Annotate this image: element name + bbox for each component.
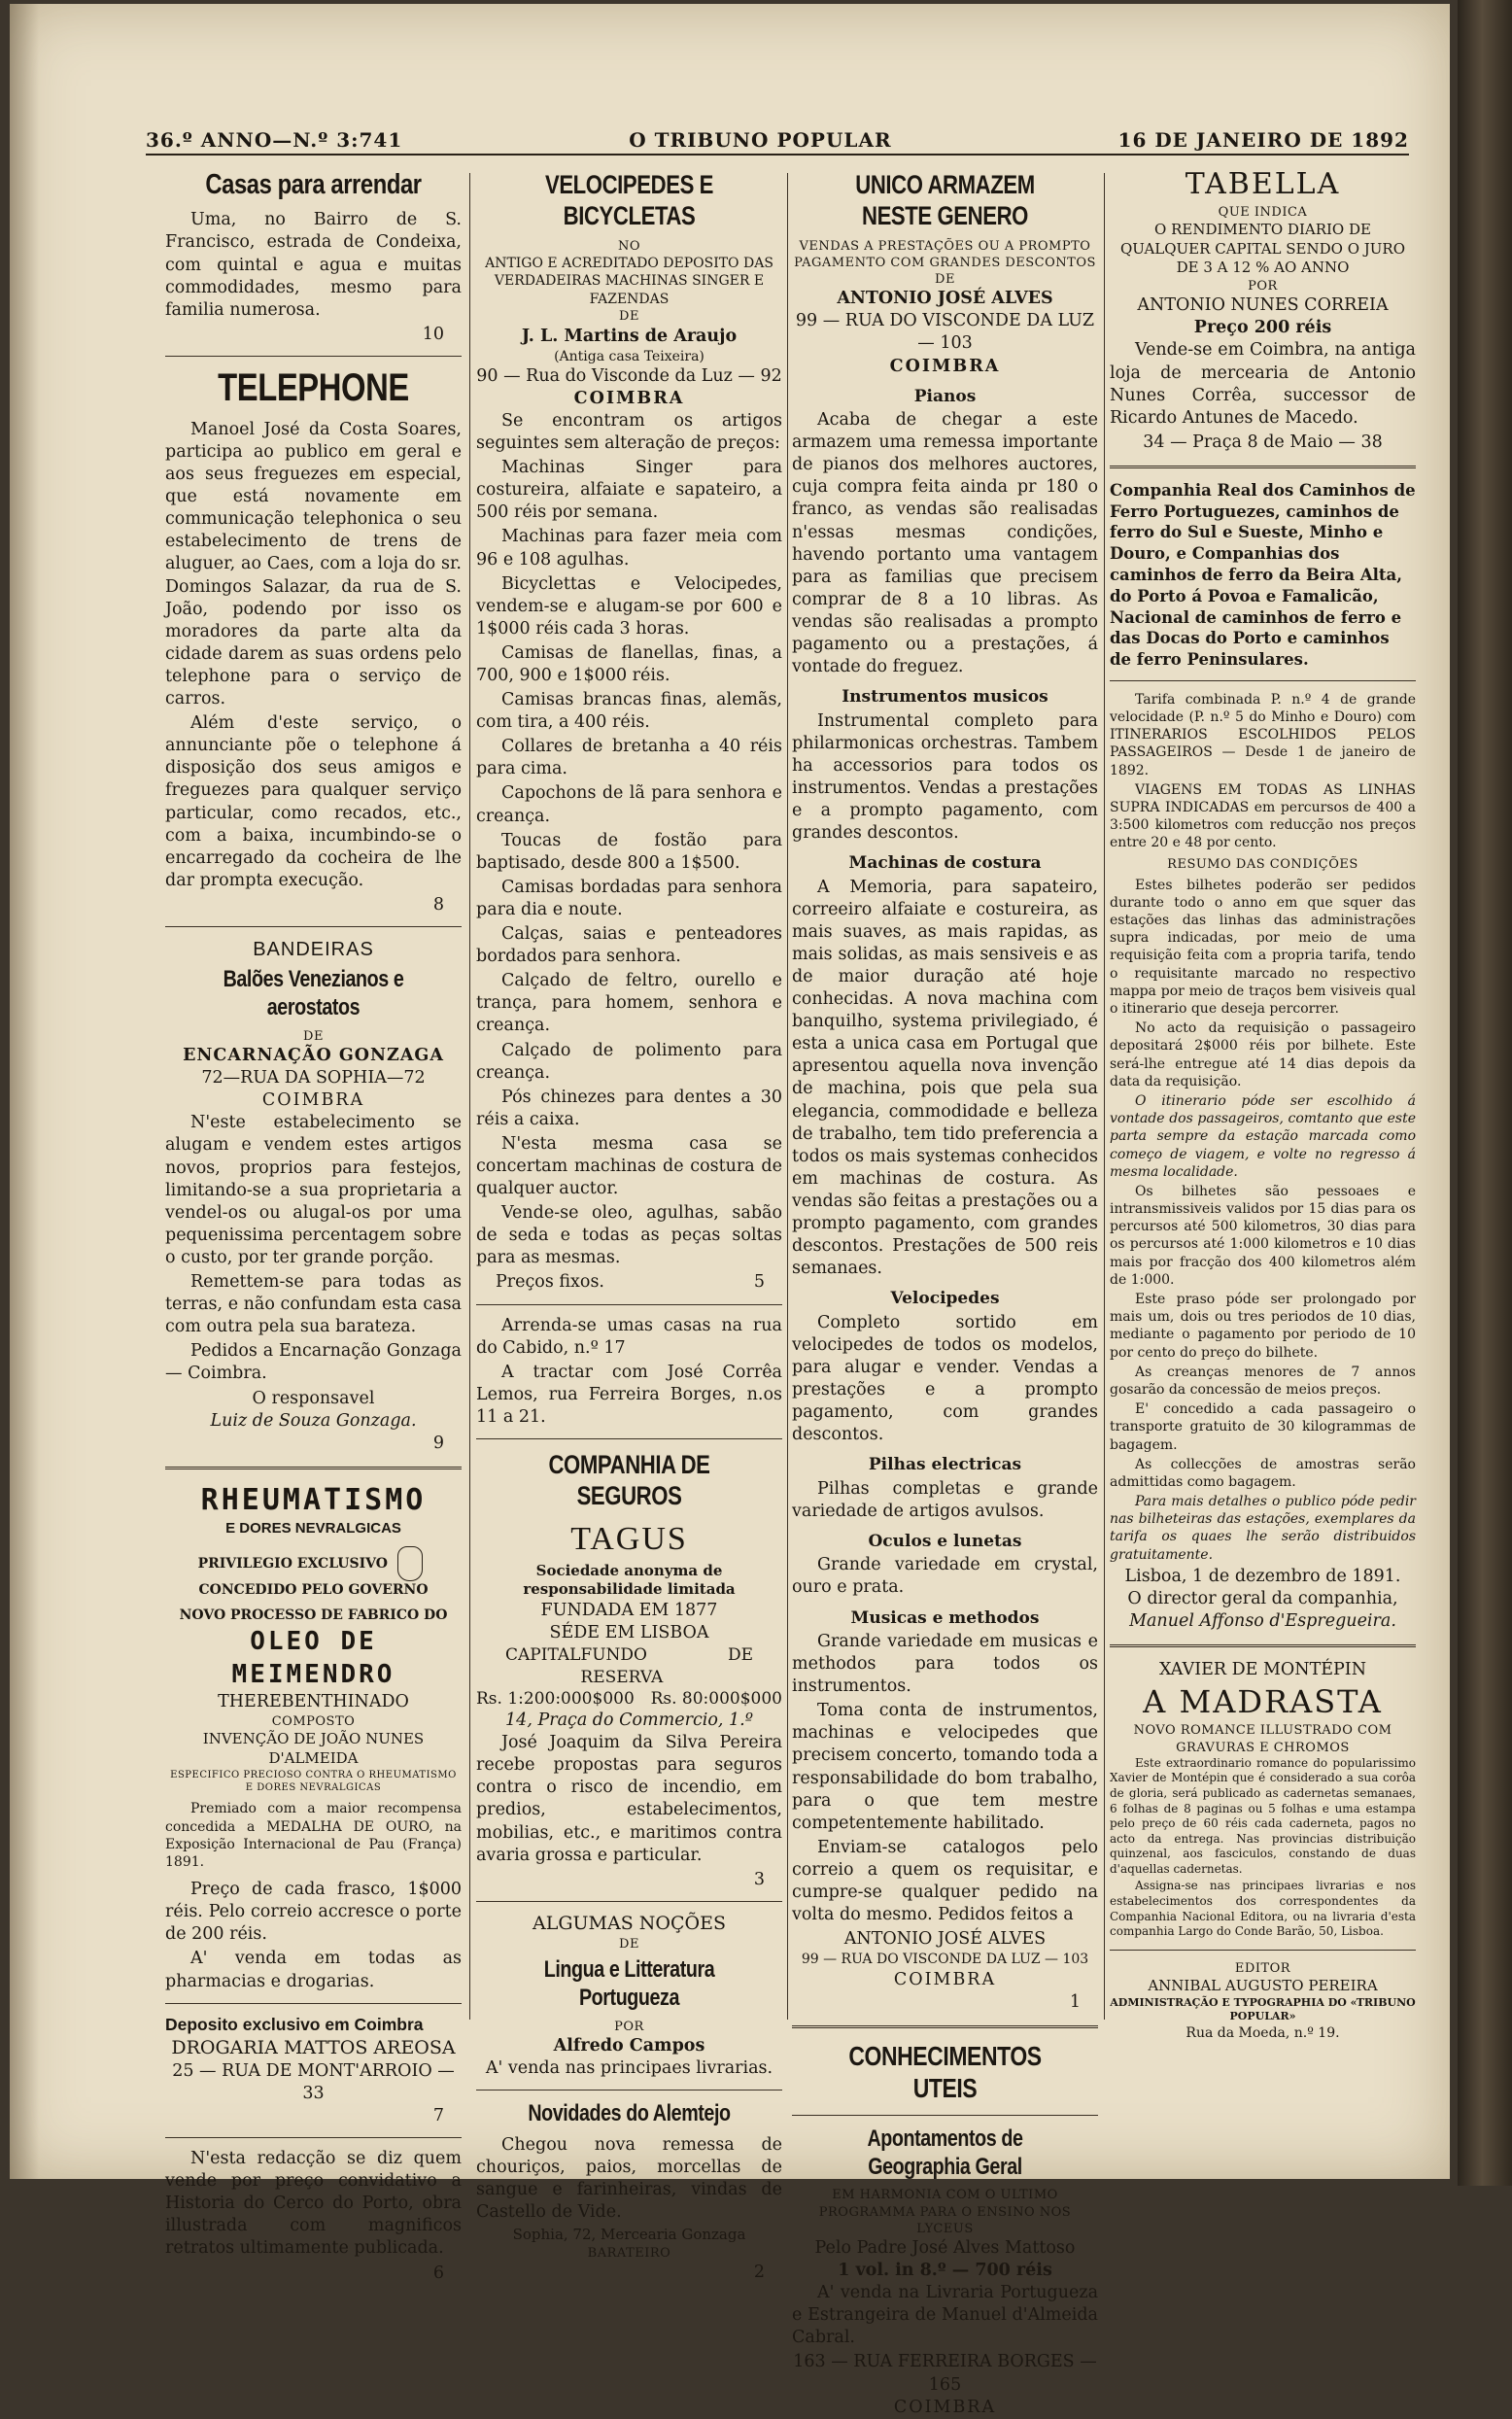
ad-line: DROGARIA MATTOS AREOSA: [171, 2036, 456, 2058]
divider: [476, 2090, 782, 2091]
ad-signature: Manuel Affonso d'Espregueira.: [1129, 1611, 1396, 1631]
ad-city: COIMBRA: [261, 1090, 365, 1111]
ad-line: EM HARMONIA COM O ULTIMO PROGRAMMA PARA O ENSINO NOS LYCEUS: [818, 2188, 1072, 2236]
section-heading: Instrumentos musicos: [842, 687, 1048, 708]
ad-text: Tarifa combinada P. n.º 4 de grande velocidade (P. n.º 5 do Minho e Douro) com ITINERARIOS ESCOLHIDOS PELOS PASSAGEIROS — Desde 1 de janeiro de 1892.: [1110, 691, 1416, 778]
item: Vende-se oleo, agulhas, sabão de seda e todas as peças soltas para as mesmas.: [476, 1203, 782, 1268]
ad-text: Vende-se em Coimbra, na antiga loja de mercearia de Antonio Nunes Corrêa, successor de Ricardo Antunes de Macedo.: [1110, 340, 1416, 428]
ad-name: ANTONIO JOSÉ ALVES: [837, 289, 1053, 309]
ad-title: TABELLA: [1185, 167, 1341, 201]
section-heading: Musicas e methodos: [850, 1607, 1040, 1628]
column-3: [792, 165, 1098, 2419]
ad-city: COIMBRA: [893, 1969, 997, 1989]
ad-city: COIMBRA: [893, 2397, 997, 2417]
ad-city: COIMBRA: [889, 356, 1001, 376]
administration: ADMINISTRAÇÃO E TYPOGRAPHIA DO «TRIBUNO POPULAR»: [1110, 1995, 1416, 2023]
ad-text: Completo sortido em velocipedes de todos os modelos, para alugar e vender. Vendas a prestações e a prompto pagamento, com grandes descontos.: [792, 1312, 1098, 1445]
privilege-left: PRIVILEGIO EXCLUSIVO: [197, 1556, 388, 1572]
divider: [1110, 680, 1416, 681]
ad-number: 8: [432, 894, 444, 915]
item: Calçado de feltro, ourello e trança, para homem, senhora e creança.: [476, 971, 782, 1036]
ad-number: 10: [422, 324, 444, 344]
ad-text: Uma, no Bairro de S. Francisco, estrada de Condeixa, com quintal e agua e muitas commodidades, mesmo para familia numerosa.: [165, 210, 462, 320]
ad-title: Companhia Real dos Caminhos de Ferro Portuguezes, caminhos de ferro do Sul e Sueste, Minho e Douro, e Companhias dos caminhos de ferro da Beira Alta, do Porto á Povoa e Famalicão, Nacional de caminhos de ferro e das Docas do Porto e caminhos de ferro Peninsulares.: [1110, 480, 1416, 670]
ad-title: TELEPHONE: [218, 365, 409, 409]
item: Machinas Singer para costureira, alfaiate e sapateiro, a 500 réis por semana.: [476, 458, 782, 523]
ad-line: THEREBENTHINADO: [218, 1692, 409, 1712]
ad-text: Preço de cada frasco, 1$000 réis. Pelo correio accresce o porte de 200 réis.: [165, 1880, 462, 1945]
ad-title: COMPANHIA DE SEGUROS: [548, 1450, 710, 1511]
ad-line: Deposito exclusivo em Coimbra: [165, 2014, 424, 2034]
condition: As creanças menores de 7 annos gosarão da concessão de meios preços.: [1110, 1364, 1416, 1398]
ad-responsavel: O responsavel: [252, 1388, 375, 1408]
editor-label: EDITOR: [1234, 1960, 1291, 1976]
ad-text: Instrumental completo para philarmonicas orchestras. Tambem ha accessorios para todos os instrumentos. Vendas a prestações e a prompto pagamento, com grandes descontos.: [792, 710, 1098, 844]
item: Calças, saias e penteadores bordados para senhora.: [476, 924, 782, 967]
fund-label: FUNDO DE RESERVA: [580, 1645, 753, 1687]
ad-number: 1: [1069, 1991, 1081, 2012]
ad-line: ESPECIFICO PRECIOSO CONTRA O RHEUMATISMO E DORES NEVRALGICAS: [170, 1770, 457, 1794]
divider: [165, 926, 462, 927]
ad-product: OLEO DE MEIMENDRO: [231, 1626, 395, 1689]
ad-number: 9: [432, 1433, 444, 1453]
ad-line: SÉDE EM LISBOA: [549, 1623, 709, 1643]
capital-value: Rs. 1:200:000$000: [476, 1688, 635, 1709]
privilege-right: CONCEDIDO PELO GOVERNO: [198, 1582, 429, 1599]
ad-name: J. L. Martins de Araujo: [521, 326, 738, 346]
ad-text: Toma conta de instrumentos, machinas e velocipedes que precisem concerto, tomando toda a responsabilidade do bom trabalho, para o que tem mestre competentemente habilitado.: [792, 1701, 1098, 1833]
ad-line: (Antiga casa Teixeira): [554, 348, 704, 364]
ad-text: Premiado com a maior recompensa concedida a MEDALHA DE OURO, na Exposição Internacional de Pau (França) 1891.: [165, 1801, 462, 1870]
ad-text: José Joaquim da Silva Pereira recebe propostas para seguros contra o risco de incendio, em predios, estabelecimentos, mobilias, etc., e maritimos contra avaria grossa e particular.: [476, 1733, 782, 1865]
ad-signature: Luiz de Souza Gonzaga.: [210, 1410, 417, 1431]
ad-footer: [476, 1271, 782, 1294]
capital-labels: [476, 1644, 782, 1687]
ad-city: COIMBRA: [573, 388, 685, 408]
divider: [792, 2115, 1098, 2116]
ad-line: DE: [935, 272, 955, 288]
ad-line: A' venda nas principaes livrarias.: [485, 2057, 773, 2078]
column-2: [476, 165, 782, 2284]
ad-line: Sociedade anonyma de responsabilidade limitada: [523, 1561, 736, 1599]
ad-date: Lisboa, 1 de dezembro de 1891.: [1124, 1566, 1401, 1586]
divider: [476, 1438, 782, 1439]
condition: Este praso póde ser prolongado por mais um, dois ou tres periodos de 10 dias, mediante o pagamento por periodo de 10 por cento do preço do bilhete.: [1110, 1292, 1416, 1361]
ad-subtitle: E DORES NEVRALGICAS: [225, 1520, 401, 1538]
condition: No acto da requisição o passageiro depositará 2$000 réis por bilhete. Este será-lhe entregue até 14 dias depois da data da requisição.: [1110, 1020, 1416, 1089]
ad-text: Manoel José da Costa Soares, participa ao publico em geral e aos seus freguezes em especial, que está novamente em communicação telephonica o seu estabelecimento de trens de aluguer, ao Caes, com a loja do sr. Domingos Salazar, da rua de S. João, podendo por isso os moradores da parte alta da cidade darem as suas ordens pelo telephone para o serviço de carros.: [165, 419, 462, 709]
condition: Estes bilhetes poderão ser pedidos durante todo o anno em que squer das estações das linhas das administrações supra indicadas, por meio de uma requisição feita com a propria tarifa, tendo o requisitante marcado no respectivo mappa por meio de traços bem visiveis qual o itinerario que deseja percorrer.: [1110, 877, 1416, 1017]
ad-line: Preços fixos.: [496, 1272, 604, 1293]
ad-line: NOVO PROCESSO DE FABRICO DO: [179, 1607, 448, 1624]
ad-address: 99 — RUA DO VISCONDE DA LUZ — 103: [795, 311, 1095, 354]
section-heading: Pianos: [913, 386, 977, 406]
item: Bicyclettas e Velocipedes, vendem-se e alugam-se por 600 e 1$000 réis cada 3 horas.: [476, 573, 782, 639]
issue-number: 36.º ANNO—N.º 3:741: [146, 128, 403, 152]
ad-text: Enviam-se catalogos pelo correio a quem os requisitar, e cumpre-se qualquer pedido na volta do mesmo. Pedidos feitos a: [792, 1837, 1098, 1925]
divider: [165, 2003, 462, 2004]
capital-label: CAPITAL: [505, 1645, 581, 1666]
column-rule: [787, 173, 788, 2020]
ad-title: VELOCIPEDES E BICYCLETAS: [544, 170, 714, 231]
ad-title: A MADRASTA: [1143, 1683, 1383, 1721]
divider: [476, 1901, 782, 1902]
column-rule: [1104, 173, 1105, 2020]
ad-line: DE: [619, 309, 639, 325]
ad-address: 34 — Praça 8 de Maio — 38: [1143, 432, 1383, 452]
ad-number: 2: [753, 2263, 765, 2283]
ad-number: 7: [432, 2105, 444, 2125]
ad-text: A' venda em todas as pharmacias e drogarias.: [165, 1949, 462, 1991]
ad-name: ENCARNAÇÃO GONZAGA: [183, 1046, 444, 1066]
ad-de: DE: [303, 1028, 324, 1044]
ad-number: 5: [753, 1272, 765, 1293]
ad-line: POR: [1248, 279, 1278, 294]
item: Camisas de flanellas, finas, a 700, 900 e 1$000 réis.: [476, 642, 782, 685]
ad-title: ALGUMAS NOÇÕES: [533, 1912, 726, 1934]
ad-author: Pelo Padre José Alves Mattoso: [814, 2237, 1076, 2258]
ad-author: ANTONIO NUNES CORREIA: [1137, 295, 1389, 316]
ad-text: Além d'este serviço, o annunciante põe o telephone á disposição dos seus amigos e freguezes para qualquer serviço particular, como recados, etc., com a baixa, incumbindo-se o encarregado da cocheira de lhe dar prompta execução.: [165, 713, 462, 890]
ad-price: 1 vol. in 8.º — 700 réis: [838, 2261, 1052, 2281]
ad-text: Pilhas completas e grande variedade de artigos avulsos.: [792, 1478, 1098, 1521]
fund-value: Rs. 80:000$000: [650, 1688, 782, 1709]
ad-title: Apontamentos de Geographia Geral: [867, 2125, 1023, 2180]
ad-text: Arrenda-se umas casas na rua do Cabido, n.º 17: [476, 1315, 782, 1358]
issue-date: 16 DE JANEIRO DE 1892: [1117, 128, 1409, 152]
item: Camisas brancas finas, alemãs, com tira, a 400 réis.: [476, 690, 782, 733]
ad-subtitle: Balões Venezianos e aerostatos: [223, 966, 404, 1021]
header-rule: [146, 154, 1409, 156]
section-heading: Velocipedes: [890, 1289, 1000, 1309]
section-heading: Pilhas electricas: [868, 1455, 1022, 1475]
ad-subtitle: Lingua e Litteratura Portugueza: [543, 1956, 715, 2011]
page-header: [146, 126, 1409, 154]
condition: E' concedido a cada passageiro o transporte gratuito de 30 kilogrammas de bagagem.: [1110, 1401, 1416, 1453]
ad-line: RESUMO DAS CONDIÇÕES: [1167, 856, 1358, 872]
ad-line: NOVO ROMANCE ILLUSTRADO COM GRAVURAS E CHROMOS: [1133, 1723, 1392, 1755]
ad-title: RHEUMATISMO: [200, 1482, 427, 1517]
ad-line: INVENÇÃO DE JOÃO NUNES D'ALMEIDA: [202, 1730, 425, 1768]
section-heading: Machinas de costura: [848, 853, 1042, 874]
ad-text: VIAGENS EM TODAS AS LINHAS SUPRA INDICADAS em percursos de 400 a 3:500 kilometros com reducção nos preços entre 20 e 48 por cento.: [1110, 781, 1416, 851]
ad-privilege: [165, 1546, 462, 1599]
divider: [1110, 1644, 1416, 1647]
ad-line: QUE INDICA: [1218, 204, 1308, 220]
item: Collares de bretanha a 40 réis para cima.: [476, 737, 782, 779]
item: Machinas para fazer meia com 96 e 108 agulhas.: [476, 527, 782, 570]
divider: [1110, 1950, 1416, 1951]
divider: [165, 2137, 462, 2138]
column-1: [165, 165, 462, 2285]
ad-text: Grande variedade em musicas e methodos para todos os instrumentos.: [792, 1632, 1098, 1697]
ad-line: BARATEIRO: [587, 2245, 671, 2261]
ad-text: A tractar com José Corrêa Lemos, rua Ferreira Borges, n.os 11 a 21.: [476, 1362, 782, 1427]
ad-title: BANDEIRAS: [253, 938, 374, 960]
item: Pós chinezes para dentes a 30 réis a caixa.: [476, 1087, 782, 1129]
item: N'esta mesma casa se concertam machinas de costura de qualquer auctor.: [476, 1133, 782, 1199]
ad-text: Acaba de chegar a este armazem uma remessa importante de pianos dos melhores auctores, cuja compra feita ainda pr 180 o franco, as vendas são realisadas n'essas mesmas condições, havendo portanto uma vantagem para as familias que precisem comprar de 8 a 10 libras. As vendas são realisadas a prompto pagamento ou a prestações, á vontade do freguez.: [792, 410, 1098, 677]
divider: [165, 1467, 462, 1469]
condition: Para mais detalhes o publico póde pedir nas bilheteiras das estações, exemplares da tarifa os quaes lhe serão distribuidos gratuitamente.: [1110, 1494, 1416, 1563]
ad-text: Se encontram os artigos seguintes sem alteração de preços:: [476, 410, 782, 454]
condition: As collecções de amostras serão admittidas como bagagem.: [1110, 1456, 1416, 1490]
ad-price: Preço 200 réis: [1193, 318, 1332, 338]
column-rule: [469, 173, 470, 2020]
ad-text: N'esta redacção se diz quem vende por preço convidativo a Historia do Cerco do Porto, obra illustrada com magnificos retratos ultimamente publicada.: [165, 2149, 462, 2259]
ad-line: COMPOSTO: [271, 1714, 356, 1730]
ad-text: N'este estabelecimento se alugam e vendem estes artigos novos, proprios para festejos, limitando-se a sua proprietaria a vendel-os ou alugal-os por uma pequenissima percentagem sobre o custo, por ter grande porção.: [165, 1113, 462, 1267]
ad-number: 3: [753, 1869, 765, 1889]
ad-line: O director geral da companhia,: [1127, 1588, 1398, 1608]
ad-line: O RENDIMENTO DIARIO DE QUALQUER CAPITAL SENDO O JURO DE 3 A 12 % AO ANNO: [1119, 220, 1406, 277]
ad-subtitle: TAGUS: [570, 1520, 688, 1557]
ad-address: 25 — RUA DE MONT'ARROIO — 33: [172, 2060, 455, 2103]
ad-casas: [165, 169, 462, 201]
ad-text: Remettem-se para todas as terras, e não confundam esta casa com outra pela sua barateza.: [165, 1272, 462, 1337]
ad-number: 6: [432, 2263, 444, 2283]
condition: Os bilhetes são pessoaes e intransmissiveis validos por 15 dias para os percursos até 500 kilometros, 30 dias para os percursos até 1:000 kilometros e 10 dias mais por fracção dos 400 kilometros além de 1:000.: [1110, 1183, 1416, 1288]
book-spine: [1458, 0, 1512, 2186]
ad-title: UNICO ARMAZEM NESTE GENERO: [855, 170, 1035, 231]
ad-text: Assigna-se nas principaes livrarias e nos estabelecimentos dos correspondentes da Companhia Nacional Editora, ou na livraria d'esta companhia Largo do Conde Barão, 50, Lisboa.: [1110, 1879, 1416, 1939]
ad-line: VENDAS A PRESTAÇÕES OU A PROMPTO PAGAMENTO COM GRANDES DESCONTOS: [794, 238, 1096, 270]
ad-address: 72—RUA DA SOPHIA—72: [201, 1068, 426, 1089]
ad-address: 14, Praça do Commercio, 1.º: [505, 1711, 753, 1731]
coat-of-arms-icon: [397, 1546, 423, 1581]
ad-text: Grande variedade em crystal, ouro e prata.: [792, 1555, 1098, 1598]
ad-line: DE: [619, 1936, 639, 1952]
ad-text: Chegou nova remessa de chouriços, paios, morcellas de sangue e farinheiras, vindas de Castello de Vide.: [476, 2134, 782, 2223]
ad-address: 163 — RUA FERREIRA BORGES — 165: [793, 2352, 1097, 2395]
ad-line: POR: [614, 2019, 644, 2034]
ad-address: 99 — RUA DO VISCONDE DA LUZ — 103: [801, 1952, 1089, 1968]
item: Calçado de polimento para creança.: [476, 1040, 782, 1083]
ad-line: NO: [617, 238, 641, 254]
ad-address: Sophia, 72, Mercearia Gonzaga: [512, 2226, 746, 2244]
capital-values: [476, 1688, 782, 1710]
section-heading: Oculos e lunetas: [868, 1531, 1022, 1551]
item: Camisas bordadas para senhora para dia e noute.: [476, 877, 782, 919]
divider: [165, 356, 462, 357]
ad-title: Novidades do Alemtejo: [528, 2099, 731, 2126]
divider: [792, 2025, 1098, 2028]
administration-address: Rua da Moeda, n.º 19.: [1186, 2024, 1340, 2041]
ad-name: ANTONIO JOSÉ ALVES: [843, 1929, 1047, 1950]
newspaper-title: O TRIBUNO POPULAR: [629, 128, 892, 152]
item: Toucas de fostão para baptisado, desde 800 a 1$500.: [476, 830, 782, 873]
ad-text: Pedidos a Encarnação Gonzaga — Coimbra.: [165, 1341, 462, 1384]
column-4: [1110, 165, 1416, 2042]
editor-name: ANNIBAL AUGUSTO PEREIRA: [1148, 1977, 1378, 1995]
condition: O itinerario póde ser escolhido á vontade dos passageiros, comtanto que este parta sempre da estação marcada como começo de viagem, e volte no regresso á mesma localidade.: [1110, 1092, 1416, 1180]
ad-author: XAVIER DE MONTÉPIN: [1158, 1660, 1367, 1680]
divider: [476, 1304, 782, 1305]
ad-address: 90 — Rua do Visconde da Luz — 92: [476, 365, 782, 386]
ad-text: A Memoria, para sapateiro, correeiro alfaiate e costureira, as mais suaves, as mais rapidas, as mais solidas, as mais sensiveis e as de maior duração até hoje conhecidas. A nova machina com banquilho, systema privilegiado, é esta a unica casa em Portugal que apresentou aquella nova invenção de machina, pois que pela sua elegancia, commodidade e belleza de trabalho, tem tido preferencia a todos os mais systemas conhecidos em machinas de costura. As vendas são feitas a prestações ou a prompto pagamento, com grandes descontos. Prestações de 500 reis semanaes.: [792, 877, 1098, 1279]
ad-text: Este extraordinario romance do popularissimo Xavier de Montépin que é considerado a sua corôa de gloria, será publicado as cadernetas semanaes, 6 folhas de 8 paginas ou 5 folhas e uma estampa pelo preço de 60 réis cada caderneta, pagos no acto da entrega. Nas provincias distribuição quinzenal, aos fasciculos, constando de duas d'aquellas cadernetas.: [1110, 1755, 1416, 1876]
ad-name: Alfredo Campos: [553, 2035, 705, 2056]
divider: [1110, 466, 1416, 468]
ad-text: A' venda na Livraria Portugueza e Estrangeira de Manuel d'Almeida Cabral.: [792, 2283, 1098, 2348]
page-fold-shadow: [10, 4, 39, 2179]
ad-title: Casas para arrendar: [205, 169, 422, 200]
ad-line: FUNDADA EM 1877: [540, 1601, 718, 1621]
item: Capochons de lã para senhora e creança.: [476, 783, 782, 826]
ad-line: ANTIGO E ACREDITADO DEPOSITO DAS VERDADEIRAS MACHINAS SINGER E FAZENDAS: [485, 255, 773, 307]
section-title: CONHECIMENTOS UTEIS: [848, 2040, 1042, 2104]
